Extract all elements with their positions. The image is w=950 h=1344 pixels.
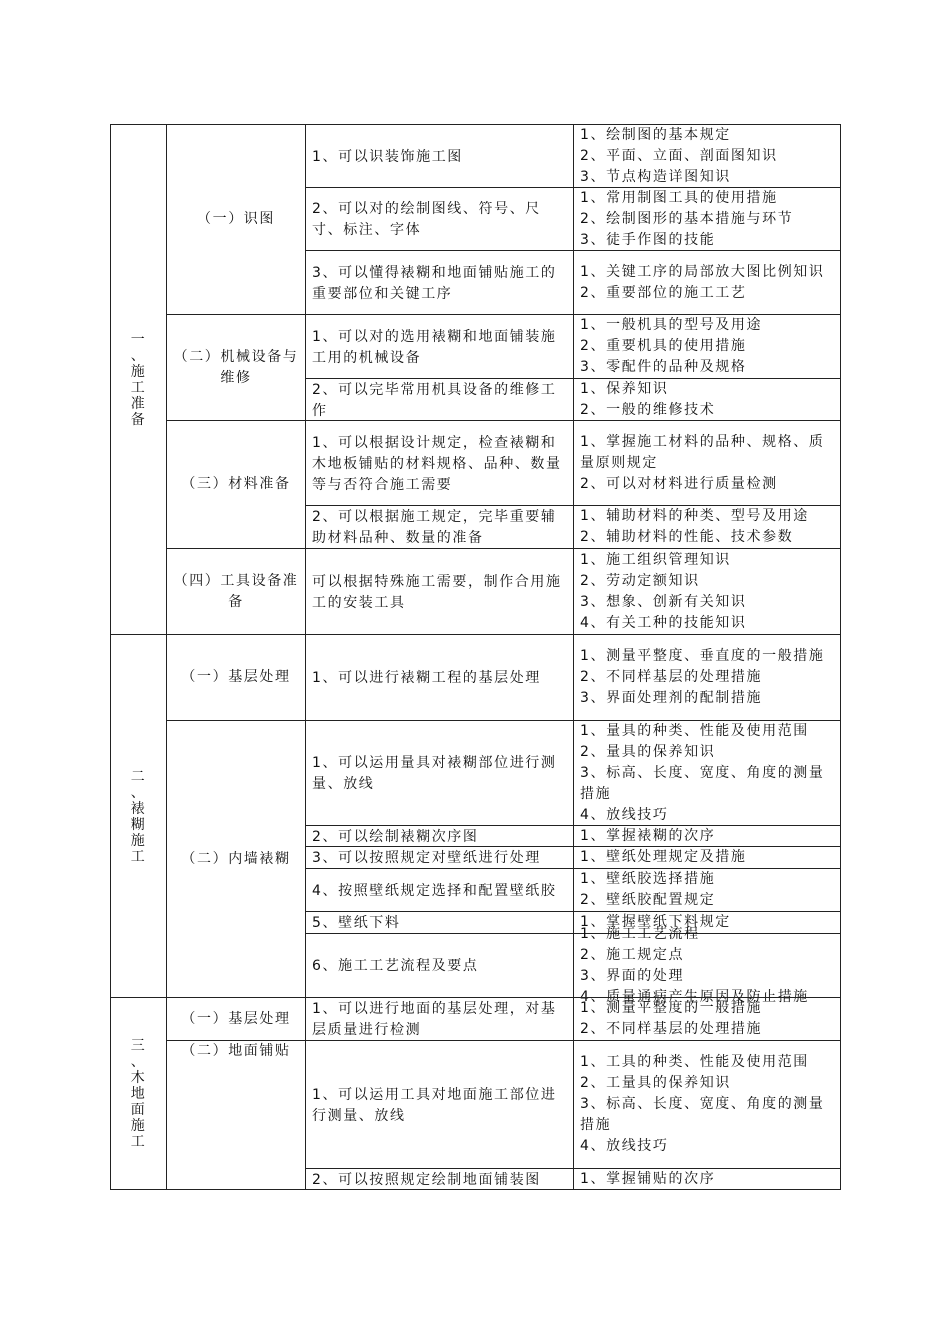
knowledge-item: 2、可以对材料进行质量检测 <box>580 475 778 492</box>
section-title-char: 一 <box>130 332 147 348</box>
task-cell <box>305 846 573 868</box>
knowledge-item: 2、一般的维修技术 <box>580 401 716 418</box>
module-name: （二）地面铺贴 <box>181 1043 291 1059</box>
section-title-cell <box>110 997 166 1189</box>
task-text: 2、可以根据施工规定，完毕重要辅助材料品种、数量的准备 <box>312 509 557 546</box>
knowledge-item: 1、保养知识 <box>580 380 669 397</box>
task-cell <box>305 933 573 997</box>
knowledge-item: 1、壁纸胶选择措施 <box>580 871 716 887</box>
knowledge-item: 1、量具的种类、性能及使用范围 <box>580 722 809 739</box>
section-title-char: 施 <box>130 364 147 380</box>
knowledge-item: 2、重要机具的使用措施 <box>580 338 747 354</box>
knowledge-cell <box>573 314 840 378</box>
task-text: 1、可以根据设计规定，检查裱糊和木地板铺贴的材料规格、品种、数量等与否符合施工需要 <box>312 434 562 493</box>
module-name: （四）工具设备准备 <box>173 572 299 610</box>
module-name-cell <box>166 420 305 548</box>
module-name: （一）基层处理 <box>181 669 291 685</box>
knowledge-item: 2、辅助材料的性能、技术参数 <box>580 529 794 545</box>
task-text: 2、可以按照规定绘制地面铺装图 <box>312 1171 541 1188</box>
module-name: （一）识图 <box>197 211 275 227</box>
section-title <box>111 1038 166 1150</box>
knowledge-item: 2、劳动定额知识 <box>580 572 700 589</box>
knowledge-item: 3、界面的处理 <box>580 967 685 984</box>
section-title-char: 三 <box>130 1038 147 1054</box>
knowledge-item: 4、有关工种的技能知识 <box>580 614 747 631</box>
module-name: （三）材料准备 <box>181 476 291 492</box>
section-title-char: 二 <box>130 768 147 785</box>
knowledge-item: 1、壁纸处理规定及措施 <box>580 849 747 865</box>
task-text: 5、壁纸下料 <box>312 915 401 931</box>
section-title <box>111 769 166 865</box>
task-cell <box>305 548 573 634</box>
section-title-char: 、 <box>130 784 147 801</box>
task-text: 2、可以绘制裱糊次序图 <box>312 828 479 845</box>
section-title-cell <box>110 124 166 634</box>
module-name-cell <box>166 1040 305 1189</box>
section-title-char: 工 <box>130 848 147 865</box>
knowledge-item: 1、施工组织管理知识 <box>580 551 731 568</box>
task-cell <box>305 868 573 911</box>
task-text: 1、可以运用量具对裱糊部位进行测量、放线 <box>312 755 557 792</box>
section-title-char: 、 <box>130 1054 147 1070</box>
module-name-cell <box>166 997 305 1040</box>
knowledge-cell <box>573 846 840 868</box>
knowledge-cell <box>573 187 840 250</box>
knowledge-item: 2、施工规定点 <box>580 946 685 963</box>
module-name-cell <box>166 548 305 634</box>
knowledge-item: 1、掌握铺贴的次序 <box>580 1170 716 1187</box>
task-cell <box>305 187 573 250</box>
knowledge-cell <box>573 378 840 420</box>
knowledge-item: 3、标高、长度、宽度、角度的测量措施 <box>580 1096 825 1133</box>
task-cell <box>305 825 573 846</box>
knowledge-cell <box>573 925 840 1005</box>
task-text: 3、可以按照规定对壁纸进行处理 <box>312 850 541 866</box>
knowledge-item: 4、质量通病产生原因及防止措施 <box>580 988 809 1005</box>
section-title-char: 裱 <box>130 800 147 817</box>
knowledge-cell <box>573 250 840 314</box>
task-cell <box>305 420 573 505</box>
section-title-char: 面 <box>130 1102 147 1118</box>
knowledge-item: 1、工具的种类、性能及使用范围 <box>580 1054 809 1070</box>
section-title-char: 备 <box>130 412 147 428</box>
knowledge-item: 1、掌握裱糊的次序 <box>580 827 716 844</box>
task-text: 2、可以完毕常用机具设备的维修工作 <box>312 381 557 419</box>
knowledge-item: 3、标高、长度、宽度、角度的测量措施 <box>580 764 825 802</box>
section-title-char: 施 <box>130 832 147 849</box>
section-title-char: 木 <box>130 1070 147 1086</box>
module-name: （二）机械设备与维修 <box>173 348 299 386</box>
task-cell <box>305 720 573 825</box>
knowledge-item: 4、放线技巧 <box>580 1138 669 1154</box>
knowledge-cell <box>573 1040 840 1168</box>
task-text: 6、施工工艺流程及要点 <box>312 958 479 974</box>
knowledge-item: 1、掌握壁纸下料规定 <box>580 914 731 930</box>
task-cell <box>305 250 573 314</box>
module-name: （一）基层处理 <box>181 1010 291 1027</box>
task-cell <box>305 997 573 1040</box>
task-cell <box>305 505 573 548</box>
task-text: 1、可以运用工具对地面施工部位进行测量、放线 <box>312 1086 557 1124</box>
task-text: 1、可以对的选用裱糊和地面铺装施工用的机械设备 <box>312 328 557 366</box>
knowledge-item: 2、重要部位的施工工艺 <box>580 284 747 301</box>
knowledge-item: 2、不同样基层的处理措施 <box>580 669 763 685</box>
knowledge-item: 1、测量平整度、垂直度的一般措施 <box>580 648 825 664</box>
knowledge-cell <box>573 997 840 1040</box>
task-cell <box>305 911 573 933</box>
section-title-char: 、 <box>130 348 147 364</box>
module-name-cell <box>166 314 305 420</box>
task-cell <box>305 634 573 720</box>
section-title-char: 工 <box>130 380 147 396</box>
knowledge-cell <box>573 548 840 634</box>
task-text: 可以根据特殊施工需要，制作合用施工的安装工具 <box>312 573 562 611</box>
knowledge-item: 4、放线技巧 <box>580 806 669 823</box>
knowledge-cell <box>573 505 840 548</box>
task-text: 1、可以进行地面的基层处理，对基层质量进行检测 <box>312 1001 557 1038</box>
section-title <box>111 332 166 428</box>
knowledge-cell <box>573 124 840 187</box>
knowledge-cell <box>573 420 840 505</box>
knowledge-item: 1、常用制图工具的使用措施 <box>580 189 778 206</box>
module-name-cell <box>166 634 305 720</box>
knowledge-item: 1、辅助材料的种类、型号及用途 <box>580 508 809 524</box>
knowledge-cell <box>573 825 840 846</box>
knowledge-cell <box>573 720 840 825</box>
knowledge-item: 3、节点构造详图知识 <box>580 168 731 185</box>
knowledge-cell <box>573 634 840 720</box>
knowledge-cell <box>573 1168 840 1189</box>
knowledge-cell <box>573 868 840 911</box>
task-text: 1、可以进行裱糊工程的基层处理 <box>312 670 541 686</box>
knowledge-item: 1、绘制图的基本规定 <box>580 126 731 143</box>
knowledge-item: 2、壁纸胶配置规定 <box>580 892 716 908</box>
knowledge-item: 1、关键工序的局部放大图比例知识 <box>580 263 825 280</box>
task-cell <box>305 378 573 420</box>
task-cell <box>305 1168 573 1189</box>
section-title-cell <box>110 634 166 997</box>
section-title-char: 工 <box>130 1134 147 1150</box>
knowledge-item: 3、零配件的品种及规格 <box>580 359 747 375</box>
knowledge-item: 3、想象、创新有关知识 <box>580 593 747 610</box>
task-text: 4、按照壁纸规定选择和配置壁纸胶 <box>312 882 557 899</box>
knowledge-item: 2、量具的保养知识 <box>580 743 716 760</box>
section-title-char: 地 <box>130 1086 147 1102</box>
knowledge-item: 2、工量具的保养知识 <box>580 1075 731 1091</box>
knowledge-item: 3、界面处理剂的配制措施 <box>580 690 763 706</box>
task-text: 2、可以对的绘制图线、符号、尺寸、标注、字体 <box>312 201 541 238</box>
knowledge-item: 1、测量平整度的一般措施 <box>580 1000 763 1016</box>
task-cell <box>305 1040 573 1168</box>
section-title-char: 糊 <box>130 816 147 833</box>
knowledge-item: 2、不同样基层的处理措施 <box>580 1021 763 1037</box>
knowledge-item: 1、一般机具的型号及用途 <box>580 317 763 333</box>
module-name-cell <box>166 124 305 314</box>
task-text: 1、可以识装饰施工图 <box>312 148 463 165</box>
module-name: （二）内墙裱糊 <box>181 850 291 867</box>
knowledge-item: 1、掌握施工材料的品种、规格、质量原则规定 <box>580 433 825 471</box>
section-title-char: 准 <box>130 396 147 412</box>
task-cell <box>305 124 573 187</box>
module-name-cell <box>166 720 305 997</box>
knowledge-item: 2、绘制图形的基本措施与环节 <box>580 210 794 227</box>
task-text: 3、可以懂得裱糊和地面铺贴施工的重要部位和关键工序 <box>312 264 557 302</box>
knowledge-item: 1、施工工艺流程 <box>580 925 700 942</box>
task-cell <box>305 314 573 378</box>
knowledge-item: 3、徒手作图的技能 <box>580 231 716 248</box>
section-title-char: 施 <box>130 1118 147 1134</box>
knowledge-item: 2、平面、立面、剖面图知识 <box>580 147 778 164</box>
